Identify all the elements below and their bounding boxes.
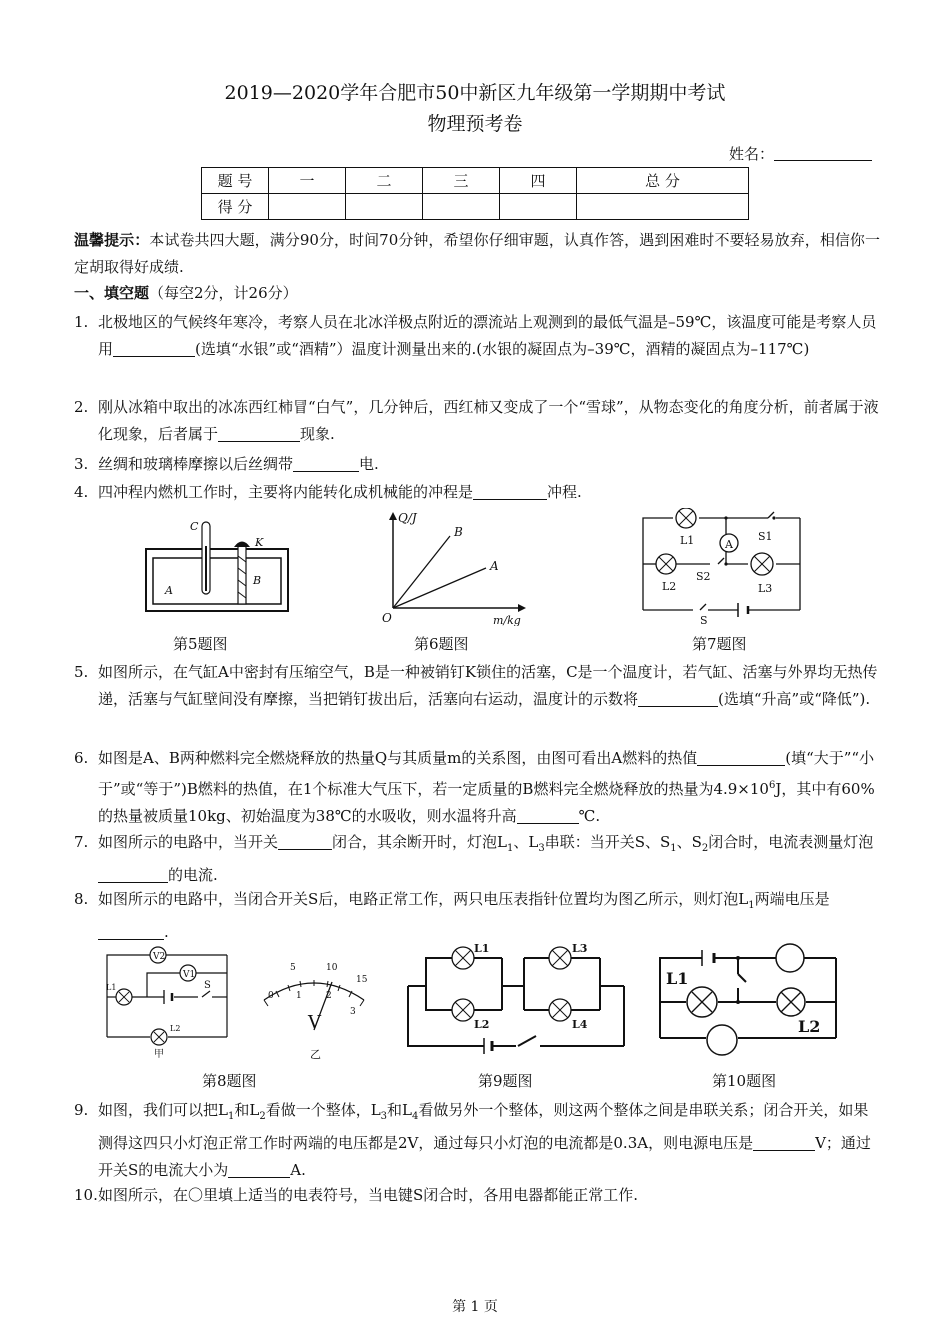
y-axis-label: Q/J [398,511,417,525]
answer-blank[interactable] [98,923,164,940]
question-text: 两端电压是 [754,890,830,908]
question-text: V；通过开关S的电流大小为 [98,1134,871,1179]
score-header-cell: 三 [422,168,499,194]
label-s1: S1 [758,530,773,543]
question-text: 和L [234,1101,260,1119]
label-b: B [253,574,262,587]
caption-fig6: 第6题图 [414,635,469,653]
label-l2: L2 [662,580,677,593]
question-text: 如图，我们可以把L [98,1101,228,1119]
tick-5: 5 [290,963,296,973]
blank-meter-circle-bottom[interactable] [707,1025,737,1055]
question-number: 2. [74,398,89,416]
score-cell[interactable] [345,194,422,220]
answer-blank[interactable] [218,425,300,442]
label-jia: 甲 [154,1049,164,1060]
section-1-heading [74,282,298,303]
question-text: 电. [359,455,379,473]
caption-fig8: 第8题图 [202,1072,257,1090]
origin-label: O [382,611,392,625]
question-text: (选填“升高”或“降低”). [718,690,871,708]
question-text: ℃. [578,807,601,825]
answer-blank[interactable] [293,455,359,472]
question-number: 3. [74,455,89,473]
question-number: 4. [74,483,89,501]
question-text: 现象. [300,425,335,443]
question-text: 北极地区的气候终年寒冷，考察人员在北冰洋极点附近的漂流站上观测到的最低气温是–59℃，该温度可能是考察人员用 [98,313,877,358]
tick-0: 0 [268,991,274,1001]
question-text: 如图是A、B两种燃料完全燃烧释放的热量Q与其质量m的关系图，由图可看出A燃料的热值 [98,749,698,767]
answer-blank[interactable] [697,749,785,766]
question-text: 四冲程内燃机工作时，主要将内能转化成机械能的冲程是 [98,483,474,501]
answer-blank[interactable] [278,833,332,850]
tip-text: 本试卷共四大题，满分90分，时间70分钟，希望你仔细审题，认真作答，遇到困难时不要轻易放弃，相信你一定胡取得好成绩. [74,231,880,276]
label-l4: L4 [572,1018,588,1031]
page-footer: 第 1 页 [452,1299,498,1315]
section-1-title: 一、填空题 [74,284,150,302]
score-header-cell: 四 [499,168,576,194]
figure-9 [404,938,630,1060]
voltmeter-v2: V2 [153,952,166,962]
score-cell[interactable] [576,194,748,220]
tip-label: 温馨提示： [74,231,150,249]
question-number: 7. [74,833,89,851]
label-l3: L3 [572,942,588,955]
question-3 [74,451,880,478]
label-l3: L3 [758,582,773,595]
question-text: J，其中有60%的热量被质量10kg、初始温度为38℃的水吸收，则水温将升高 [98,780,875,825]
score-cell[interactable] [422,194,499,220]
question-2 [74,394,880,448]
question-7: 7. 如图所示的电路中，当开关 闭合，其余断开时，灯泡$L_1$、$L_3$串联：当开关S、$S_1$、$S_2$闭合时，电流表测量灯泡的电流. [74,829,880,889]
answer-blank[interactable] [228,1161,290,1178]
question-number: 6. [74,749,89,767]
x-axis-label: m/kg [493,614,521,626]
exam-title: 2019—2020学年合肥市50中新区九年级第一学期期中考试 [224,82,726,104]
question-text: 如图所示，在气缸A中密封有压缩空气，B是一种被销钉K锁住的活塞，C是一个温度计，若气缸、活塞与外界均无热传递，活塞与气缸壁间没有摩擦，当把销钉拔出后，活塞向右运动，温度计的示数将 [98,663,878,708]
section-1-note: （每空2分，计26分） [149,284,298,302]
question-text: 串联：当开关S、S [544,833,671,851]
question-text: 如图所示的电路中，当闭合开关S后，电路正常工作，两只电压表指针位置均为图乙所示，则灯泡L [98,890,749,908]
question-9: 9. 如图，我们可以把$L_1$和$L_2$看做一个整体，$L_3$和$L_4$看做另外一个整体，则这两个整体之间是串联关系；闭合开关，如果测得这四只小灯泡正常工作时两端的电压都是2V，通过每只小灯泡的电流都是0.3A，则电源电压是 V；通过开关S的电流大小为 A. [74,1097,880,1184]
label-l2: L2 [170,1024,181,1033]
question-1 [74,309,880,363]
score-cell[interactable] [269,194,346,220]
figure-8-voltmeter-dial [258,958,370,1062]
tick-1: 1 [296,991,302,1001]
label-k: K [255,536,264,549]
score-header-cell: 一 [269,168,346,194]
name-label: 姓名： [728,145,774,163]
question-number: 1. [74,313,89,331]
question-4 [74,479,880,506]
line-b [393,536,450,608]
label-a: A [490,559,499,573]
label-yi: 乙 [310,1048,321,1061]
question-text: 丝绸和玻璃棒摩擦以后丝绸带 [98,455,294,473]
answer-blank[interactable] [753,1134,815,1151]
caption-fig7: 第7题图 [692,635,747,653]
dial-unit: V [308,1012,321,1033]
score-header-cell: 二 [345,168,422,194]
question-text: 和L [387,1101,412,1119]
answer-blank[interactable] [473,483,547,500]
question-text: 闭合时，电流表测量灯泡 [708,833,874,851]
question-5 [74,659,880,713]
answer-blank[interactable] [98,866,168,883]
answer-blank[interactable] [517,807,579,824]
question-number: 9. [74,1101,89,1119]
question-text: 闭合，其余断开时，灯泡L [332,833,507,851]
caption-fig10: 第10题图 [712,1072,777,1090]
question-6 [74,745,880,830]
question-text: 看做另外一个整体，则这两个整体之间是串联关系；闭合开关，如果测得这四只小灯泡正常工作时两端的电压都是2V，通过每只小灯泡的电流都是0.3A，则电源电压是 [98,1101,869,1152]
tick-10: 10 [326,963,338,973]
label-l1: L1 [474,942,490,955]
name-blank[interactable] [774,146,872,161]
tick-15: 15 [356,975,368,985]
figure-5 [145,516,290,616]
question-text: (选填“水银”或“酒精”）温度计测量出来的.(水银的凝固点为–39℃，酒精的凝固点为–117℃) [195,340,810,358]
label-b: B [454,525,463,539]
question-number: 5. [74,663,89,681]
question-8: 8. 如图所示的电路中，当闭合开关S后，电路正常工作，两只电压表指针位置均为图乙所示，则灯泡$L_1$两端电压是. [74,886,880,946]
question-text: . [164,923,169,941]
label-l2: L2 [798,1017,821,1036]
ammeter-label: A [725,538,733,551]
question-text: 如图所示，在〇里填上适当的电表符号，当电键S闭合时，各用电器都能正常工作. [98,1186,639,1204]
question-number: 8. [74,890,89,908]
caption-fig9: 第9题图 [478,1072,533,1090]
figure-10 [656,940,842,1066]
label-s: S [700,614,708,626]
tip-paragraph [74,227,880,281]
question-text: 、S [676,833,702,851]
label-s: S [204,980,211,991]
figure-6 [378,506,533,626]
score-row-label: 得 分 [202,194,269,220]
name-field [729,143,872,164]
score-cell[interactable] [499,194,576,220]
question-10 [74,1182,880,1209]
question-text: 、L [513,833,539,851]
label-l1: L1 [106,983,117,992]
figure-7 [638,508,803,626]
exam-subtitle: 物理预考卷 [427,113,523,135]
label-a: A [165,584,173,597]
label-l2: L2 [474,1018,490,1031]
question-text: 刚从冰箱中取出的冰冻西红柿冒“白气”，几分钟后，西红柿又变成了一个“雪球”，从物态变化的角度分析，前者属于液化现象，后者属于 [98,398,879,443]
label-c: C [190,520,199,533]
superscript: 6 [768,780,776,791]
question-text: 冲程. [547,483,582,501]
tick-3: 3 [350,1007,356,1017]
tick-2: 2 [326,991,332,1001]
label-l1: L1 [680,534,695,547]
score-header-row [202,168,749,194]
question-text: 看做一个整体，L [265,1101,381,1119]
question-text: A. [290,1161,306,1179]
label-s2: S2 [696,570,711,583]
line-a [393,568,486,608]
voltmeter-v1: V1 [183,970,196,980]
score-value-row [202,194,749,220]
blank-meter-circle-top[interactable] [776,944,804,972]
caption-fig5: 第5题图 [173,635,228,653]
answer-blank[interactable] [638,690,718,707]
question-text: (填“大于”“小于”或“等于”)B燃料的热值，在1个标准大气压下，若一定质量的B燃料完全燃烧释放的热量为4.9×10 [98,749,875,798]
answer-blank[interactable] [113,340,195,357]
score-header-cell: 题 号 [202,168,269,194]
label-l1: L1 [666,969,689,988]
figure-8-circuit [102,945,234,1060]
question-text: 的电流. [168,866,218,884]
score-header-cell: 总 分 [576,168,748,194]
question-number: 10. [74,1186,98,1204]
question-text: 如图所示的电路中，当开关 [98,833,279,851]
score-table [201,167,749,220]
